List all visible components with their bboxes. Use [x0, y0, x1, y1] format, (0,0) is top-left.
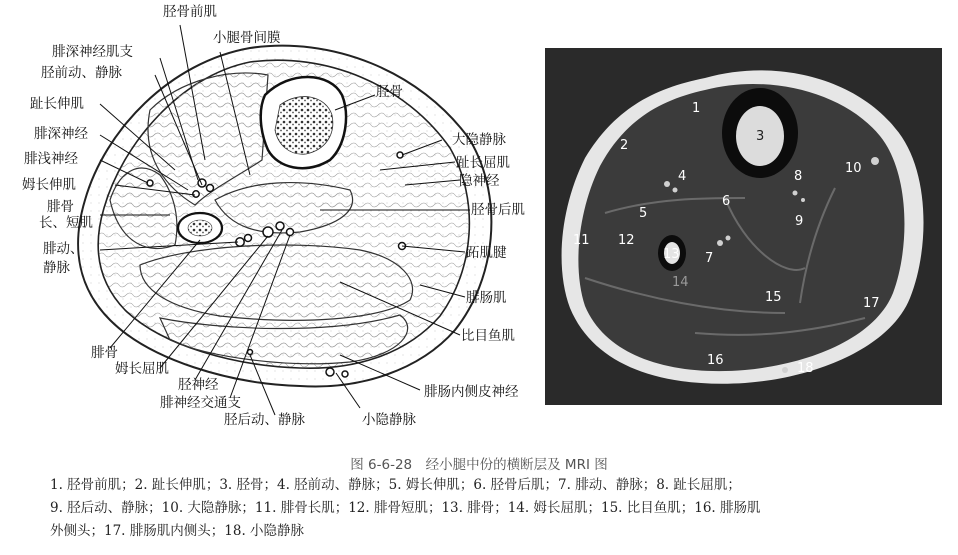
label-tibialis-posterior: 胫骨后肌 — [471, 202, 525, 218]
label-peroneal-vessels-line2: 静脉 — [43, 260, 70, 276]
label-small-saphenous-vein: 小隐静脉 — [362, 412, 416, 428]
mri-label-7: 7 — [705, 251, 714, 266]
label-extensor-hallucis-longus: 姆长伸肌 — [22, 177, 76, 193]
label-great-saphenous-vein: 大隐静脉 — [452, 132, 506, 148]
label-saphenous-nerve: 隐神经 — [459, 173, 500, 189]
mri-label-16: 16 — [707, 353, 724, 368]
mri-label-5: 5 — [639, 206, 648, 221]
mri-label-18: 18 — [797, 361, 814, 376]
label-deep-peroneal-nerve: 腓深神经 — [34, 126, 88, 142]
mri-label-3: 3 — [756, 129, 765, 144]
legend-line: 外侧头；17. 腓肠肌内侧头；18. 小隐静脉 — [50, 523, 305, 539]
label-peroneus-line2: 长、短肌 — [39, 215, 93, 231]
label-extensor-digitorum-longus: 趾长伸肌 — [30, 96, 84, 112]
label-plantaris-tendon: 跖肌腱 — [466, 245, 507, 261]
mri-label-2: 2 — [620, 138, 629, 153]
label-superficial-peroneal-nerve: 腓浅神经 — [24, 151, 78, 167]
mri-label-14: 14 — [672, 275, 689, 290]
label-posterior-tibial-vessels: 胫后动、静脉 — [224, 412, 305, 428]
mri-label-12: 12 — [618, 233, 635, 248]
label-deep-peroneal-muscle-branch: 腓深神经肌支 — [52, 44, 133, 60]
mri-label-1: 1 — [692, 101, 701, 116]
label-anterior-tibial-vessels: 胫前动、静脉 — [41, 65, 122, 81]
mri-label-8: 8 — [794, 169, 803, 184]
figure-caption: 图 6-6-28 经小腿中份的横断层及 MRI 图 — [350, 457, 608, 473]
label-interosseous-membrane: 小腿骨间膜 — [213, 30, 281, 46]
label-gastrocnemius: 腓肠肌 — [466, 290, 507, 306]
label-peroneal-communicating-branch: 腓神经交通支 — [160, 395, 241, 411]
mri-label-13: 13 — [663, 247, 680, 262]
mri-label-9: 9 — [795, 214, 804, 229]
label-tibial-nerve: 胫神经 — [178, 377, 219, 393]
label-tibia: 胫骨 — [376, 84, 403, 100]
legend-line: 9. 胫后动、静脉；10. 大隐静脉；11. 腓骨长肌；12. 腓骨短肌；13. 腓骨；14. 姆长屈肌；15. 比目鱼肌；16. 腓肠肌 — [50, 500, 761, 516]
mri-label-4: 4 — [678, 169, 687, 184]
label-flexor-digitorum-longus: 趾长屈肌 — [456, 155, 510, 171]
mri-label-10: 10 — [845, 161, 862, 176]
mri-image — [545, 48, 942, 405]
label-flexor-hallucis-longus: 姆长屈肌 — [115, 361, 169, 377]
mri-label-6: 6 — [722, 194, 731, 209]
label-medial-sural-cutaneous-nerve: 腓肠内侧皮神经 — [424, 384, 519, 400]
mri-label-17: 17 — [863, 296, 880, 311]
label-peroneus-line1: 腓骨 — [47, 199, 74, 215]
mri-label-11: 11 — [573, 233, 590, 248]
label-peroneal-vessels-line1: 腓动、 — [43, 241, 84, 257]
mri-label-15: 15 — [765, 290, 782, 305]
legend-line: 1. 胫骨前肌；2. 趾长伸肌；3. 胫骨；4. 胫前动、静脉；5. 姆长伸肌；6. 胫骨后肌；7. 腓动、静脉；8. 趾长屈肌； — [50, 477, 741, 493]
figure-legend — [50, 474, 930, 543]
label-tibialis-anterior: 胫骨前肌 — [163, 4, 217, 20]
label-fibula: 腓骨 — [91, 345, 118, 361]
label-soleus: 比目鱼肌 — [461, 328, 515, 344]
